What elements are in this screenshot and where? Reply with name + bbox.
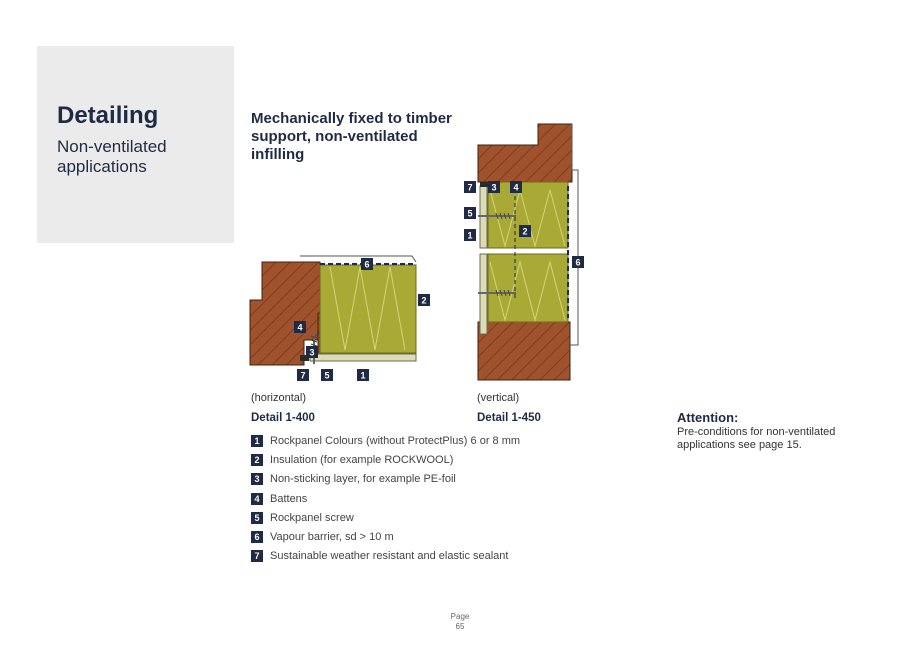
svg-text:2: 2 xyxy=(522,226,528,237)
legend-number: 2 xyxy=(251,454,263,466)
tag-5-horizontal xyxy=(321,369,333,381)
horizontal-detail xyxy=(250,256,430,381)
tag-7-vertical xyxy=(464,181,476,193)
legend-text: Insulation (for example ROCKWOOL) xyxy=(270,453,454,466)
svg-text:4: 4 xyxy=(513,182,519,193)
tag-4-horizontal xyxy=(294,321,306,333)
tag-6-horizontal xyxy=(361,258,373,270)
legend-item xyxy=(251,547,520,566)
legend-number: 1 xyxy=(251,435,263,447)
legend-number: 6 xyxy=(251,531,263,543)
svg-text:6: 6 xyxy=(364,259,370,270)
legend xyxy=(251,431,520,566)
legend-text: Rockpanel Colours (without ProtectPlus) 6 or 8 mm xyxy=(270,434,521,447)
legend-item xyxy=(251,450,520,469)
page-title: Detailing xyxy=(57,102,159,129)
legend-number: 3 xyxy=(251,473,263,485)
page-label: Page xyxy=(450,612,470,621)
svg-text:3: 3 xyxy=(309,347,315,358)
svg-text:1: 1 xyxy=(360,370,366,381)
legend-text: Vapour barrier, sd > 10 m xyxy=(270,531,394,544)
legend-item xyxy=(251,508,520,527)
tag-2-horizontal xyxy=(418,294,430,306)
svg-text:1: 1 xyxy=(467,230,473,241)
legend-item xyxy=(251,431,520,450)
legend-number: 4 xyxy=(251,493,263,505)
vertical-detail xyxy=(464,124,584,380)
legend-item xyxy=(251,527,520,546)
tag-3-horizontal xyxy=(306,346,318,358)
tag-2-vertical xyxy=(519,225,531,237)
horizontal-detail-label: Detail 1-400 xyxy=(251,412,315,424)
svg-text:5: 5 xyxy=(324,370,330,381)
page-number xyxy=(440,612,480,632)
legend-text: Non-sticking layer, for example PE-foil xyxy=(270,473,456,486)
tag-6-vertical xyxy=(572,256,584,268)
page-subtitle: Non-ventilated applications xyxy=(57,137,167,176)
timber-beam-bottom xyxy=(478,322,570,380)
page-number-value: 65 xyxy=(455,622,465,631)
legend-text: Battens xyxy=(270,492,308,505)
vertical-detail-label: Detail 1-450 xyxy=(477,412,541,424)
horizontal-caption: (horizontal) xyxy=(251,392,307,404)
legend-number: 5 xyxy=(251,512,263,524)
svg-text:4: 4 xyxy=(297,322,303,333)
tag-4-vertical xyxy=(510,181,522,193)
vertical-caption: (vertical) xyxy=(477,392,520,404)
svg-text:2: 2 xyxy=(421,295,427,306)
svg-text:6: 6 xyxy=(575,257,581,268)
legend-number: 7 xyxy=(251,550,263,562)
timber-beam-top xyxy=(478,124,572,182)
legend-item xyxy=(251,489,520,508)
tag-7-horizontal xyxy=(297,369,309,381)
legend-text: Rockpanel screw xyxy=(270,511,354,524)
svg-text:3: 3 xyxy=(491,182,497,193)
attention-title: Attention: xyxy=(677,410,739,425)
section-heading: Mechanically fixed to timber support, non-ventilated infilling xyxy=(251,110,452,163)
panel-horizontal xyxy=(310,354,416,361)
svg-text:5: 5 xyxy=(467,208,473,219)
attention-text: Pre-conditions for non-ventilated applications see page 15. xyxy=(677,426,836,451)
legend-text: Sustainable weather resistant and elastic sealant xyxy=(270,550,509,563)
tag-1-vertical xyxy=(464,229,476,241)
tag-3-vertical xyxy=(488,181,500,193)
svg-text:7: 7 xyxy=(467,182,473,193)
tag-1-horizontal xyxy=(357,369,369,381)
svg-text:7: 7 xyxy=(300,370,306,381)
legend-item xyxy=(251,470,520,489)
tag-5-vertical xyxy=(464,207,476,219)
insulation-lower xyxy=(488,254,568,322)
